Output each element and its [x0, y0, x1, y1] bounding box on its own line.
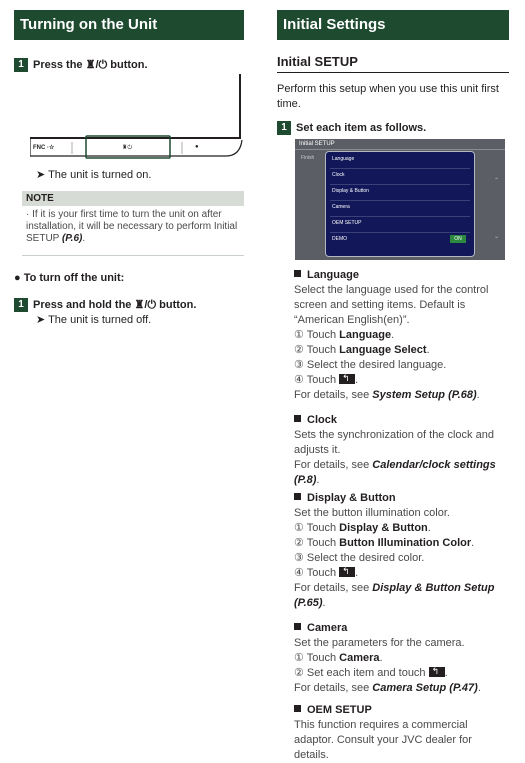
fnc-label: FNC ·☆: [33, 145, 55, 151]
result-turned-off: ➤ The unit is turned off.: [36, 314, 152, 326]
setup-list: [325, 151, 475, 257]
note-title: NOTE: [22, 191, 244, 206]
turn-off-title: ● To turn off the unit:: [14, 272, 125, 284]
scroll-down-icon[interactable]: ⌄: [493, 234, 499, 240]
demo-on-toggle[interactable]: ON: [450, 235, 466, 243]
finish-button[interactable]: Finish: [301, 155, 315, 161]
home-power-icon: ♜/⏻: [85, 58, 108, 71]
home-power-icon: ♜/⏻: [134, 298, 157, 311]
device-home-power-icon: ♜⏻: [122, 145, 133, 151]
camera-section: Camera Set the parameters for the camera. ① Touch Camera. ② Set each item and touch ↰ . For details, see Camera Setup (P.47).: [294, 621, 509, 696]
square-bullet-icon: [294, 270, 301, 277]
list-item-display-button[interactable]: Display & Button: [332, 188, 369, 194]
intro-text: Perform this setup when you use this unit first time.: [277, 83, 499, 110]
list-item-demo[interactable]: DEMO: [332, 236, 347, 242]
result-turned-on: ➤ The unit is turned on.: [36, 169, 152, 181]
step-number: 1: [277, 121, 291, 135]
back-icon: [429, 667, 445, 677]
step-press-button: [14, 56, 244, 74]
display-button-section: Display & Button Set the button illumination color. ① Touch Display & Button. ② Touch Button Illumination Color. ③ Select the desired color. ④ Touch ↰ . For details, see Display & Button Setup (P.65).: [294, 491, 509, 611]
clock-section: Clock Sets the synchronization of the clock and adjusts it. For details, see Calendar/clock settings (P.8).: [294, 414, 496, 486]
language-section: Language Select the language used for the control screen and setting items. Default is “American English(en)”. ① Touch Language. ② Touch Language Select. ③ Select the desired language. ④ Touch ↰ . For details, see System Setup (P.68).: [294, 268, 509, 403]
step-number: 1: [14, 58, 28, 72]
list-item-language[interactable]: Language: [332, 156, 355, 162]
screen-title: Initial SETUP: [299, 141, 335, 147]
device-illustration: [30, 74, 244, 160]
scroll-up-icon[interactable]: ⌃: [493, 178, 499, 184]
note-box: [22, 191, 244, 256]
square-bullet-icon: [294, 415, 301, 422]
oem-setup-section: OEM SETUP This function requires a commercial adaptor. Consult your JVC dealer for details.: [294, 704, 472, 761]
list-item-oem-setup[interactable]: OEM SETUP: [332, 220, 362, 226]
section-header-initial-settings: Initial Settings: [277, 10, 509, 40]
note-text: · If it is your first time to turn the unit on after installation, it will be necessary to perform Initial SETUP (P.6).: [26, 209, 238, 244]
step-text: Set each item as follows.: [296, 121, 427, 134]
square-bullet-icon: [294, 623, 301, 630]
mic-icon: ●: [195, 144, 199, 150]
back-icon: [339, 374, 355, 384]
section-header-turning-on: Turning on the Unit: [14, 10, 244, 40]
step-text: Press the ♜/⏻ button.: [33, 58, 148, 71]
initial-setup-screenshot: [295, 139, 505, 260]
square-bullet-icon: [294, 493, 301, 500]
back-icon: [339, 567, 355, 577]
step-number: 1: [14, 298, 28, 312]
list-item-camera[interactable]: Camera: [332, 204, 350, 210]
square-bullet-icon: [294, 705, 301, 712]
step-press-hold: [14, 296, 244, 314]
subheader-initial-setup: Initial SETUP: [277, 54, 509, 73]
step-set-items: [277, 119, 426, 137]
list-item-clock[interactable]: Clock: [332, 172, 345, 178]
step-text: Press and hold the ♜/⏻ button.: [33, 298, 197, 311]
